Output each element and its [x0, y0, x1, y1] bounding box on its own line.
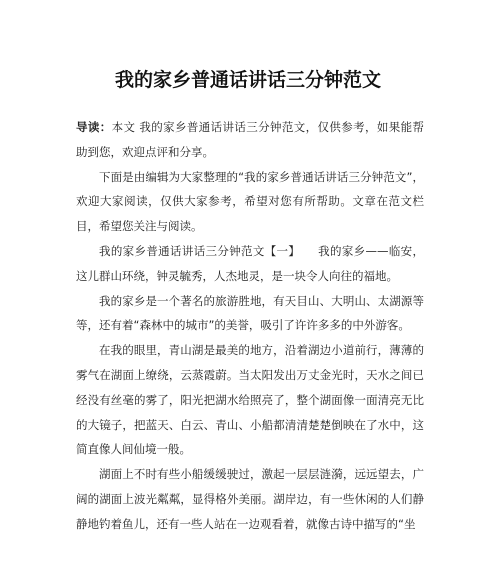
intro-label: 导读：	[76, 120, 112, 134]
intro-paragraph	[76, 115, 424, 165]
paragraph-2: 我的家乡普通话讲话三分钟范文【一】 我的家乡——临安，这儿群山环绕，钟灵毓秀，人杰地灵，是一块令人向往的福地。	[76, 243, 424, 283]
paragraph-1: 下面是由编辑为大家整理的“我的家乡普通话讲话三分钟范文”，欢迎大家阅读，仅供大家参考，希望对您有所帮助。文章在范文栏目，希望您关注与阅读。	[76, 169, 424, 234]
paragraph-3: 我的家乡是一个著名的旅游胜地，有天目山、大明山、太湖源等等，还有着“森林中的城市”的美誉，吸引了许许多多的中外游客。	[76, 293, 424, 333]
paragraph-4: 在我的眼里，青山湖是最美的地方，沿着湖边小道前行，薄薄的雾气在湖面上缭绕，云蒸霞蔚。当太阳发出万丈金光时，天水之间已经没有丝毫的雾了，阳光把湖水给照亮了，整个湖面像一面清亮无比的大镜子，把蓝天、白云、青山、小船都清清楚楚倒映在了水中，这简直像人间仙境一般。	[76, 343, 424, 457]
document-title: 我的家乡普通话讲话三分钟范文	[114, 69, 381, 91]
intro-text: 本文 我的家乡普通话讲话三分钟范文，仅供参考，如果能帮助到您，欢迎点评和分享。	[76, 120, 424, 159]
document-body	[76, 115, 424, 537]
paragraph-5: 湖面上不时有些小船缓缓驶过，激起一层层涟漪，远远望去，广阔的湖面上波光粼粼，显得格外美丽。湖岸边，有一些休闲的人们静静地钓着鱼儿，还有一些人站在一边观看着，就像古诗中描写的“坐	[76, 467, 424, 531]
